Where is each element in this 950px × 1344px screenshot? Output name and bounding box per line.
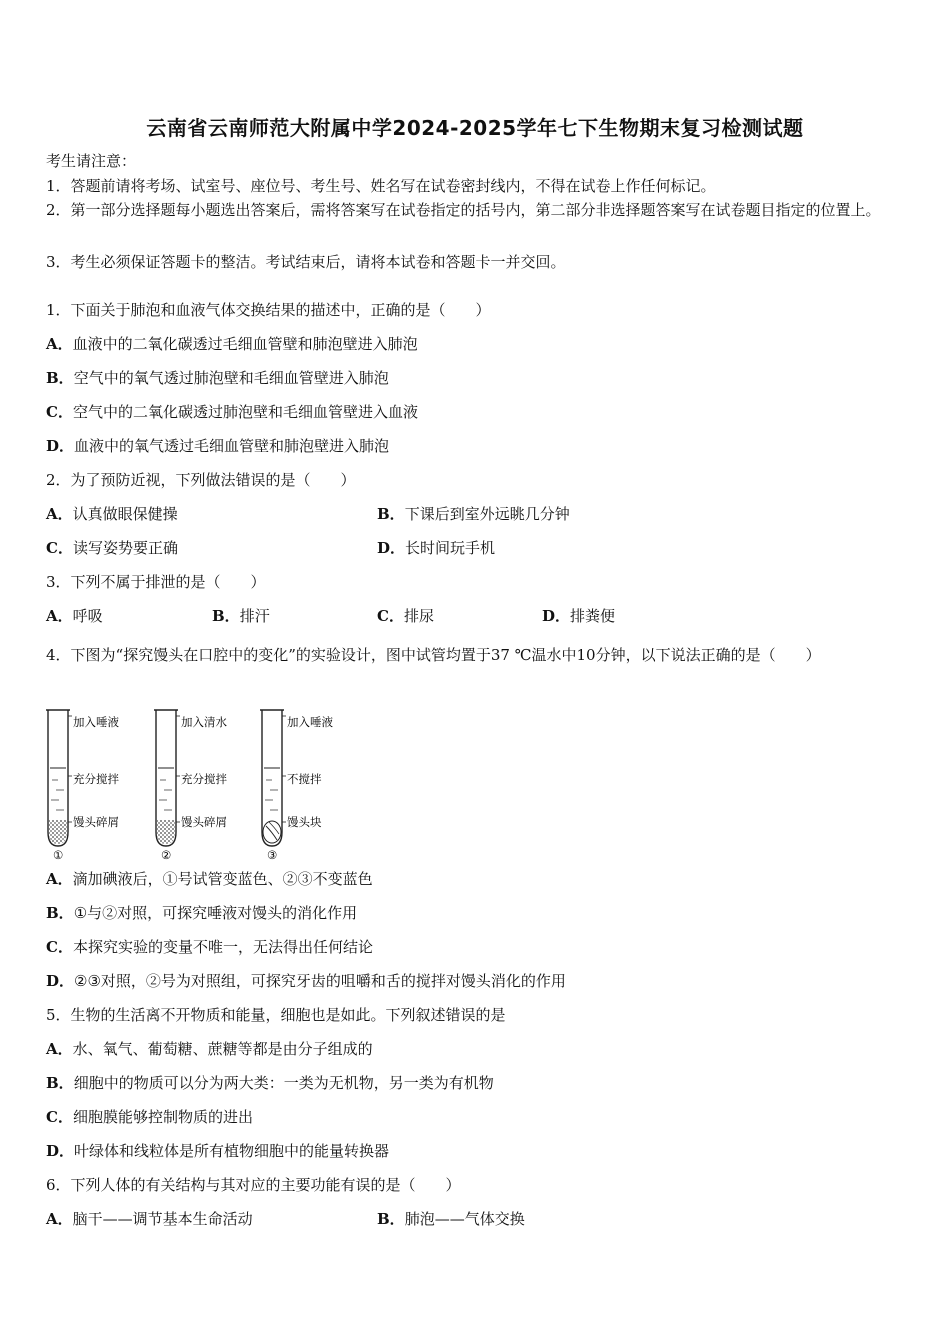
option-letter: C． xyxy=(46,1108,73,1126)
option-text: 认真做眼保健操 xyxy=(72,505,178,523)
option-text: ②③对照，②号为对照组，可探究牙齿的咀嚼和舌的搅拌对馒头消化的作用 xyxy=(74,972,566,990)
test-tube-3 xyxy=(260,710,286,846)
notice-item: 2．第一部分选择题每小题选出答案后，需将答案写在试卷指定的括号内，第二部分非选择题答案写在试卷题目指定的位置上。 xyxy=(46,201,881,219)
notice-item: 1．答题前请将考场、试室号、座位号、考生号、姓名写在试卷密封线内，不得在试卷上作任何标记。 xyxy=(46,177,716,195)
tube-1-number: ① xyxy=(53,848,64,862)
question-stem: 2．为了预防近视，下列做法错误的是（ ） xyxy=(46,471,356,489)
tube-1-bottom-label: 馒头碎屑 xyxy=(73,815,119,829)
option-letter: B． xyxy=(46,369,74,387)
question-stem: 1．下面关于肺泡和血液气体交换结果的描述中，正确的是（ ） xyxy=(46,301,491,319)
test-tube-figure xyxy=(44,704,364,862)
option-letter: C． xyxy=(46,539,73,557)
question-option xyxy=(46,368,389,388)
question-option xyxy=(377,538,495,558)
question-stem: 5．生物的生活离不开物质和能量，细胞也是如此。下列叙述错误的是 xyxy=(46,1006,506,1024)
option-text: 空气中的氧气透过肺泡壁和毛细血管壁进入肺泡 xyxy=(73,369,389,387)
option-text: 长时间玩手机 xyxy=(405,539,496,557)
tube-2-bottom-label: 馒头碎屑 xyxy=(181,815,227,829)
option-text: 肺泡——气体交换 xyxy=(404,1210,525,1228)
option-letter: D． xyxy=(542,607,571,625)
option-text: 血液中的氧气透过毛细血管壁和肺泡壁进入肺泡 xyxy=(74,437,390,455)
tube-3-bottom-label: 馒头块 xyxy=(287,815,322,829)
option-letter: B． xyxy=(377,1210,405,1228)
tube-2-top-label: 加入清水 xyxy=(181,715,227,729)
question-option xyxy=(377,504,570,524)
tube-2-middle-label: 充分搅拌 xyxy=(181,772,227,786)
option-text: 水、氧气、葡萄糖、蔗糖等都是由分子组成的 xyxy=(72,1040,373,1058)
question-stem: 4．下图为“探究馒头在口腔中的变化”的实验设计，图中试管均置于37 ℃温水中10分钟，以下说法正确的是（ ） xyxy=(46,646,821,664)
tube-3-top-label: 加入唾液 xyxy=(287,715,333,729)
option-letter: A． xyxy=(46,1040,73,1058)
option-letter: D． xyxy=(377,539,406,557)
test-tube-1 xyxy=(46,710,72,846)
option-letter: C． xyxy=(46,938,73,956)
question-option xyxy=(542,606,615,626)
option-letter: D． xyxy=(46,1142,75,1160)
test-tube-diagram xyxy=(44,704,364,862)
question-option xyxy=(46,538,178,558)
question-option xyxy=(46,1107,253,1127)
option-letter: A． xyxy=(46,335,73,353)
option-text: 呼吸 xyxy=(72,607,103,625)
exam-title: 云南省云南师范大附属中学2024-2025学年七下生物期末复习检测试题 xyxy=(146,116,804,140)
question-option xyxy=(46,504,178,524)
question-option xyxy=(46,1209,253,1229)
question-option xyxy=(46,1039,373,1059)
option-letter: D． xyxy=(46,437,75,455)
option-text: 排粪便 xyxy=(570,607,616,625)
question-stem: 3．下列不属于排泄的是（ ） xyxy=(46,573,266,591)
option-letter: B． xyxy=(46,1074,74,1092)
option-text: 空气中的二氧化碳透过肺泡壁和毛细血管壁进入血液 xyxy=(72,403,418,421)
option-text: 叶绿体和线粒体是所有植物细胞中的能量转换器 xyxy=(74,1142,390,1160)
option-text: 血液中的二氧化碳透过毛细血管壁和肺泡壁进入肺泡 xyxy=(72,335,418,353)
option-text: 下课后到室外远眺几分钟 xyxy=(404,505,570,523)
question-option xyxy=(46,436,389,456)
question-option xyxy=(46,937,373,957)
question-option xyxy=(46,334,418,354)
question-option xyxy=(46,903,357,923)
option-letter: D． xyxy=(46,972,75,990)
option-letter: B． xyxy=(212,607,240,625)
tube-3-number: ③ xyxy=(267,848,278,862)
option-text: 细胞膜能够控制物质的进出 xyxy=(72,1108,253,1126)
tube-3-middle-label: 不搅拌 xyxy=(287,772,322,786)
option-text: 排尿 xyxy=(403,607,434,625)
question-option xyxy=(377,1209,525,1229)
notice-heading: 考生请注意： xyxy=(46,152,137,170)
tube-1-middle-label: 充分搅拌 xyxy=(73,772,119,786)
question-stem: 6．下列人体的有关结构与其对应的主要功能有误的是（ ） xyxy=(46,1176,461,1194)
question-option xyxy=(212,606,270,626)
test-tube-2 xyxy=(154,710,180,846)
tube-2-number: ② xyxy=(161,848,172,862)
option-text: ①与②对照，可探究唾液对馒头的消化作用 xyxy=(73,904,358,922)
question-option xyxy=(46,606,103,626)
question-option xyxy=(46,1073,494,1093)
option-text: 排汗 xyxy=(239,607,270,625)
notice-item: 3．考生必须保证答题卡的整洁。考试结束后，请将本试卷和答题卡一并交回。 xyxy=(46,253,566,271)
option-letter: A． xyxy=(46,1210,73,1228)
question-option xyxy=(377,606,434,626)
question-option xyxy=(46,971,566,991)
option-letter: A． xyxy=(46,870,73,888)
option-letter: A． xyxy=(46,505,73,523)
option-letter: C． xyxy=(377,607,404,625)
question-option xyxy=(46,869,373,889)
option-text: 本探究实验的变量不唯一，无法得出任何结论 xyxy=(72,938,373,956)
option-text: 脑干——调节基本生命活动 xyxy=(72,1210,253,1228)
option-letter: B． xyxy=(377,505,405,523)
option-letter: A． xyxy=(46,607,73,625)
question-option xyxy=(46,402,418,422)
tube-1-top-label: 加入唾液 xyxy=(73,715,119,729)
option-letter: C． xyxy=(46,403,73,421)
option-text: 读写姿势要正确 xyxy=(72,539,178,557)
option-text: 细胞中的物质可以分为两大类：一类为无机物，另一类为有机物 xyxy=(73,1074,494,1092)
question-option xyxy=(46,1141,389,1161)
option-text: 滴加碘液后，①号试管变蓝色、②③不变蓝色 xyxy=(72,870,373,888)
option-letter: B． xyxy=(46,904,74,922)
